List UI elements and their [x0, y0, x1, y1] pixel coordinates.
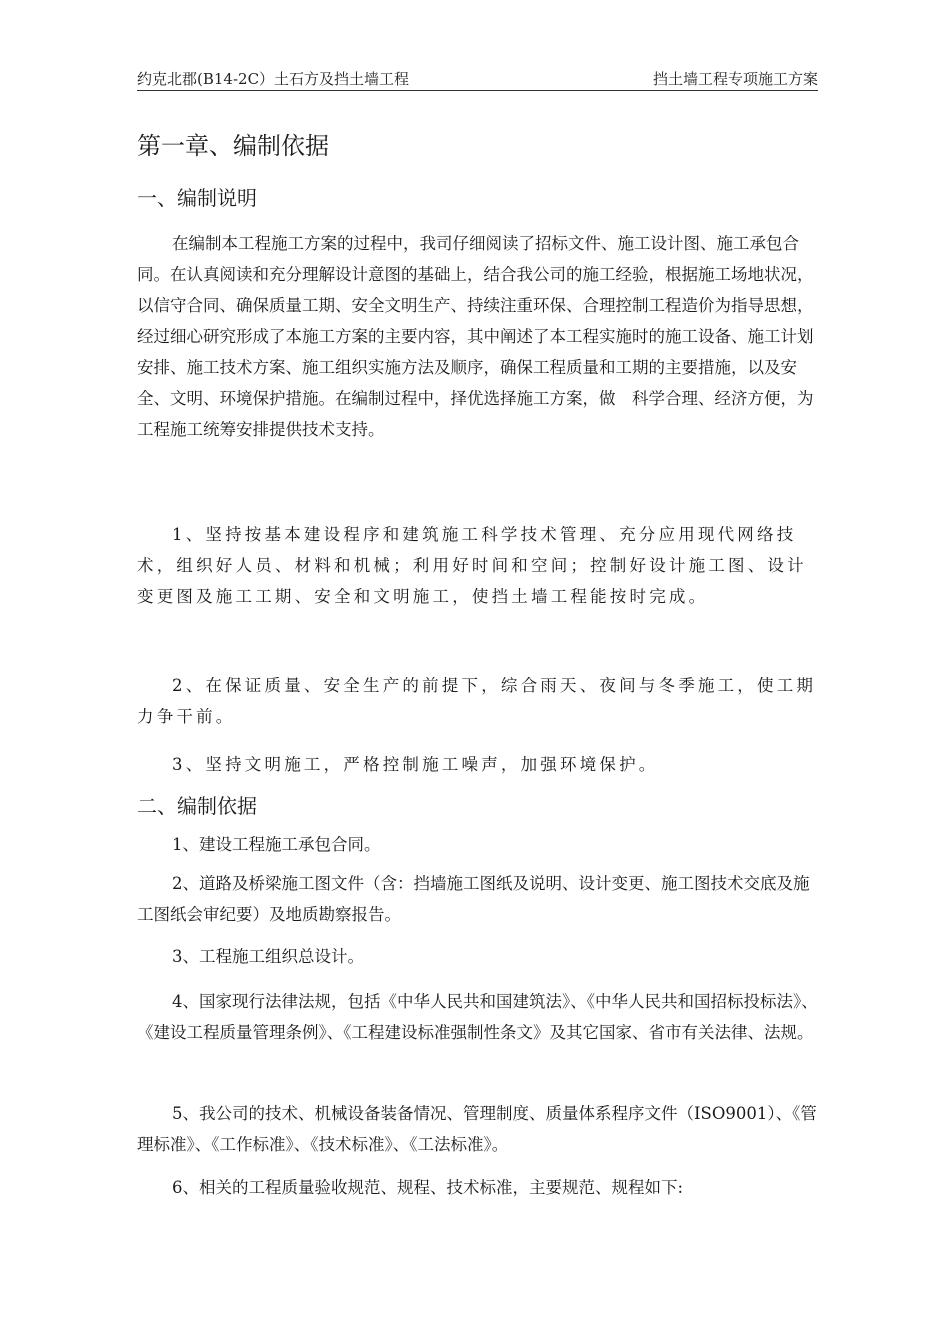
header-project-name: 约克北郡(B14-2C）土石方及挡土墙工程 — [137, 70, 410, 88]
principle-item-1: 1、坚持按基本建设程序和建筑施工科学技术管理、充分应用现代网络技术，组织好人员、材料和机械；利用好时间和空间；控制好设计施工图、设计变更图及施工工期、安全和文明施工，使挡土墙工程能按时完成。 — [137, 525, 807, 606]
basis-item-6: 6、相关的工程质量验收规范、规程、技术标准，主要规范、规程如下: — [172, 1178, 684, 1197]
section-title-2: 二、编制依据 — [137, 794, 257, 818]
header-doc-title: 挡土墙工程专项施工方案 — [652, 70, 818, 88]
basis-item-3: 3、工程施工组织总设计。 — [172, 947, 364, 966]
basis-item-2: 2、道路及桥梁施工图文件（含：挡墙施工图纸及说明、设计变更、施工图技术交底及施工图纸会审纪要）及地质勘察报告。 — [137, 874, 810, 924]
basis-item-1: 1、建设工程施工承包合同。 — [172, 835, 381, 854]
principle-item-3: 3、坚持文明施工，严格控制施工噪声，加强环境保护。 — [172, 755, 659, 774]
basis-item-5: 5、我公司的技术、机械设备装备情况、管理制度、质量体系程序文件（ISO9001）、《管理标准》、《工作标准》、《技术标准》、《工法标准》。 — [137, 1104, 817, 1154]
chapter-title: 第一章、编制依据 — [137, 132, 329, 160]
page-header — [137, 68, 818, 91]
intro-paragraph: 在编制本工程施工方案的过程中，我司仔细阅读了招标文件、施工设计图、施工承包合同。在认真阅读和充分理解设计意图的基础上，结合我公司的施工经验，根据施工场地状况，以信守合同、确保质量工期、安全文明生产、持续注重环保、合理控制工程造价为指导思想，经过细心研究形成了本施工方案的主要内容，其中阐述了本工程实施时的施工设备、施工计划安排、施工技术方案、施工组织实施方法及顺序，确保工程质量和工期的主要措施，以及安全、文明、环境保护措施。在编制过程中，择优选择施工方案，做 科学合理、经济方便，为工程施工统筹安排提供技术支持。 — [137, 234, 814, 439]
basis-item-4: 4、国家现行法律法规，包括《中华人民共和国建筑法》、《中华人民共和国招标投标法》、《建设工程质量管理条例》、《工程建设标准强制性条文》及其它国家、省市有关法律、法规。 — [137, 992, 818, 1042]
principle-item-2: 2、在保证质量、安全生产的前提下，综合雨天、夜间与冬季施工，使工期力争干前。 — [137, 676, 817, 726]
section-title-1: 一、编制说明 — [137, 186, 257, 210]
